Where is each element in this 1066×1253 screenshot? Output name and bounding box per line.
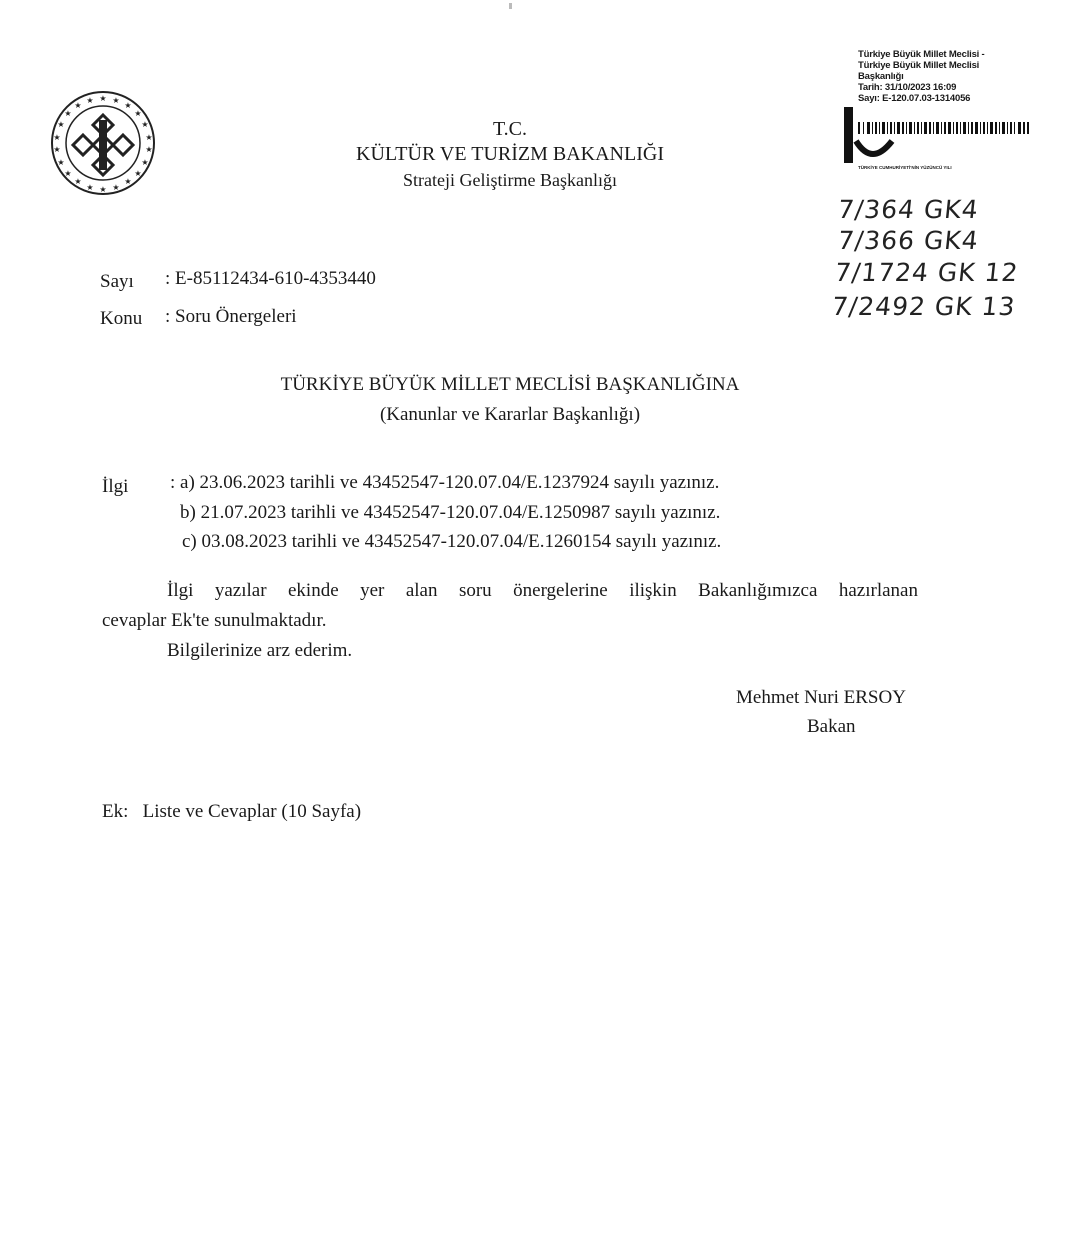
handwritten-note-4: 7/2492 GK 13	[830, 292, 1017, 321]
svg-text:★: ★	[57, 120, 65, 129]
stamp-date: Tarih: 31/10/2023 16:09	[858, 82, 957, 93]
svg-text:★: ★	[141, 120, 149, 129]
svg-text:★: ★	[64, 169, 72, 178]
svg-text:★: ★	[99, 185, 107, 194]
svg-text:★: ★	[53, 145, 61, 154]
signatory-name: Mehmet Nuri ERSOY	[736, 687, 906, 708]
handwritten-note-3: 7/1724 GK 12	[833, 258, 1020, 287]
svg-text:★: ★	[86, 183, 94, 192]
svg-text:★: ★	[124, 101, 132, 110]
addressee-title: TÜRKİYE BÜYÜK MİLLET MECLİSİ BAŞKANLIĞINA	[280, 374, 740, 395]
svg-text:★: ★	[134, 109, 142, 118]
scan-mark	[509, 3, 512, 9]
stamp-number: Sayı: E-120.07.03-1314056	[858, 93, 971, 104]
signatory-title: Bakan	[807, 716, 856, 737]
centennial-logo-icon	[842, 105, 902, 165]
ilgi-item-b: b) 21.07.2023 tarihli ve 43452547-120.07.04/E.1250987 sayılı yazınız.	[180, 502, 721, 523]
konu-value: : Soru Önergeleri	[165, 306, 297, 327]
stamp-line-1: Türkiye Büyük Millet Meclisi -	[858, 49, 985, 60]
ilgi-item-c: c) 03.08.2023 tarihli ve 43452547-120.07.04/E.1260154 sayılı yazınız.	[182, 531, 722, 552]
body-paragraph-line-2: cevaplar Ek'te sunulmaktadır.	[102, 610, 327, 631]
ilgi-item-a: : a) 23.06.2023 tarihli ve 43452547-120.07.04/E.1237924 sayılı yazınız.	[170, 472, 720, 493]
stamp-footer: TÜRKİYE CUMHURİYETİ'NİN YÜZÜNCÜ YILI	[858, 165, 952, 170]
handwritten-note-1: 7/364 GK4	[836, 195, 981, 224]
svg-text:★: ★	[112, 183, 120, 192]
ministry-name: KÜLTÜR VE TURİZM BAKANLIĞI	[356, 143, 664, 165]
svg-text:★: ★	[53, 133, 61, 142]
svg-text:★: ★	[64, 109, 72, 118]
svg-text:★: ★	[74, 177, 82, 186]
svg-text:★: ★	[57, 158, 65, 167]
svg-text:★: ★	[145, 145, 153, 154]
svg-text:★: ★	[134, 169, 142, 178]
svg-text:★: ★	[86, 96, 94, 105]
department-name: Strateji Geliştirme Başkanlığı	[403, 170, 617, 190]
addressee-subtitle: (Kanunlar ve Kararlar Başkanlığı)	[379, 404, 641, 425]
svg-text:★: ★	[141, 158, 149, 167]
svg-text:★: ★	[145, 133, 153, 142]
ilgi-label: İlgi	[102, 476, 129, 497]
svg-text:★: ★	[99, 94, 107, 103]
body-paragraph-line-1: İlgi yazılar ekinde yer alan soru önergelerine ilişkin Bakanlığımızca hazırlanan	[167, 580, 918, 601]
handwritten-note-2: 7/366 GK4	[836, 226, 981, 255]
svg-text:★: ★	[112, 96, 120, 105]
attachment-line: Ek: Liste ve Cevaplar (10 Sayfa)	[102, 801, 362, 822]
header-tc: T.C.	[492, 118, 528, 140]
stamp-line-2: Türkiye Büyük Millet Meclisi	[858, 60, 980, 71]
svg-text:★: ★	[74, 101, 82, 110]
sayi-value: : E-85112434-610-4353440	[165, 268, 376, 289]
barcode-icon	[858, 122, 1030, 134]
konu-label: Konu	[100, 308, 143, 329]
svg-text:★: ★	[124, 177, 132, 186]
stamp-line-3: Başkanlığı	[858, 71, 904, 82]
closing-sentence: Bilgilerinize arz ederim.	[167, 640, 353, 661]
registry-stamp	[842, 47, 1042, 177]
ministry-emblem-icon	[50, 90, 156, 196]
sayi-label: Sayı	[100, 271, 134, 292]
